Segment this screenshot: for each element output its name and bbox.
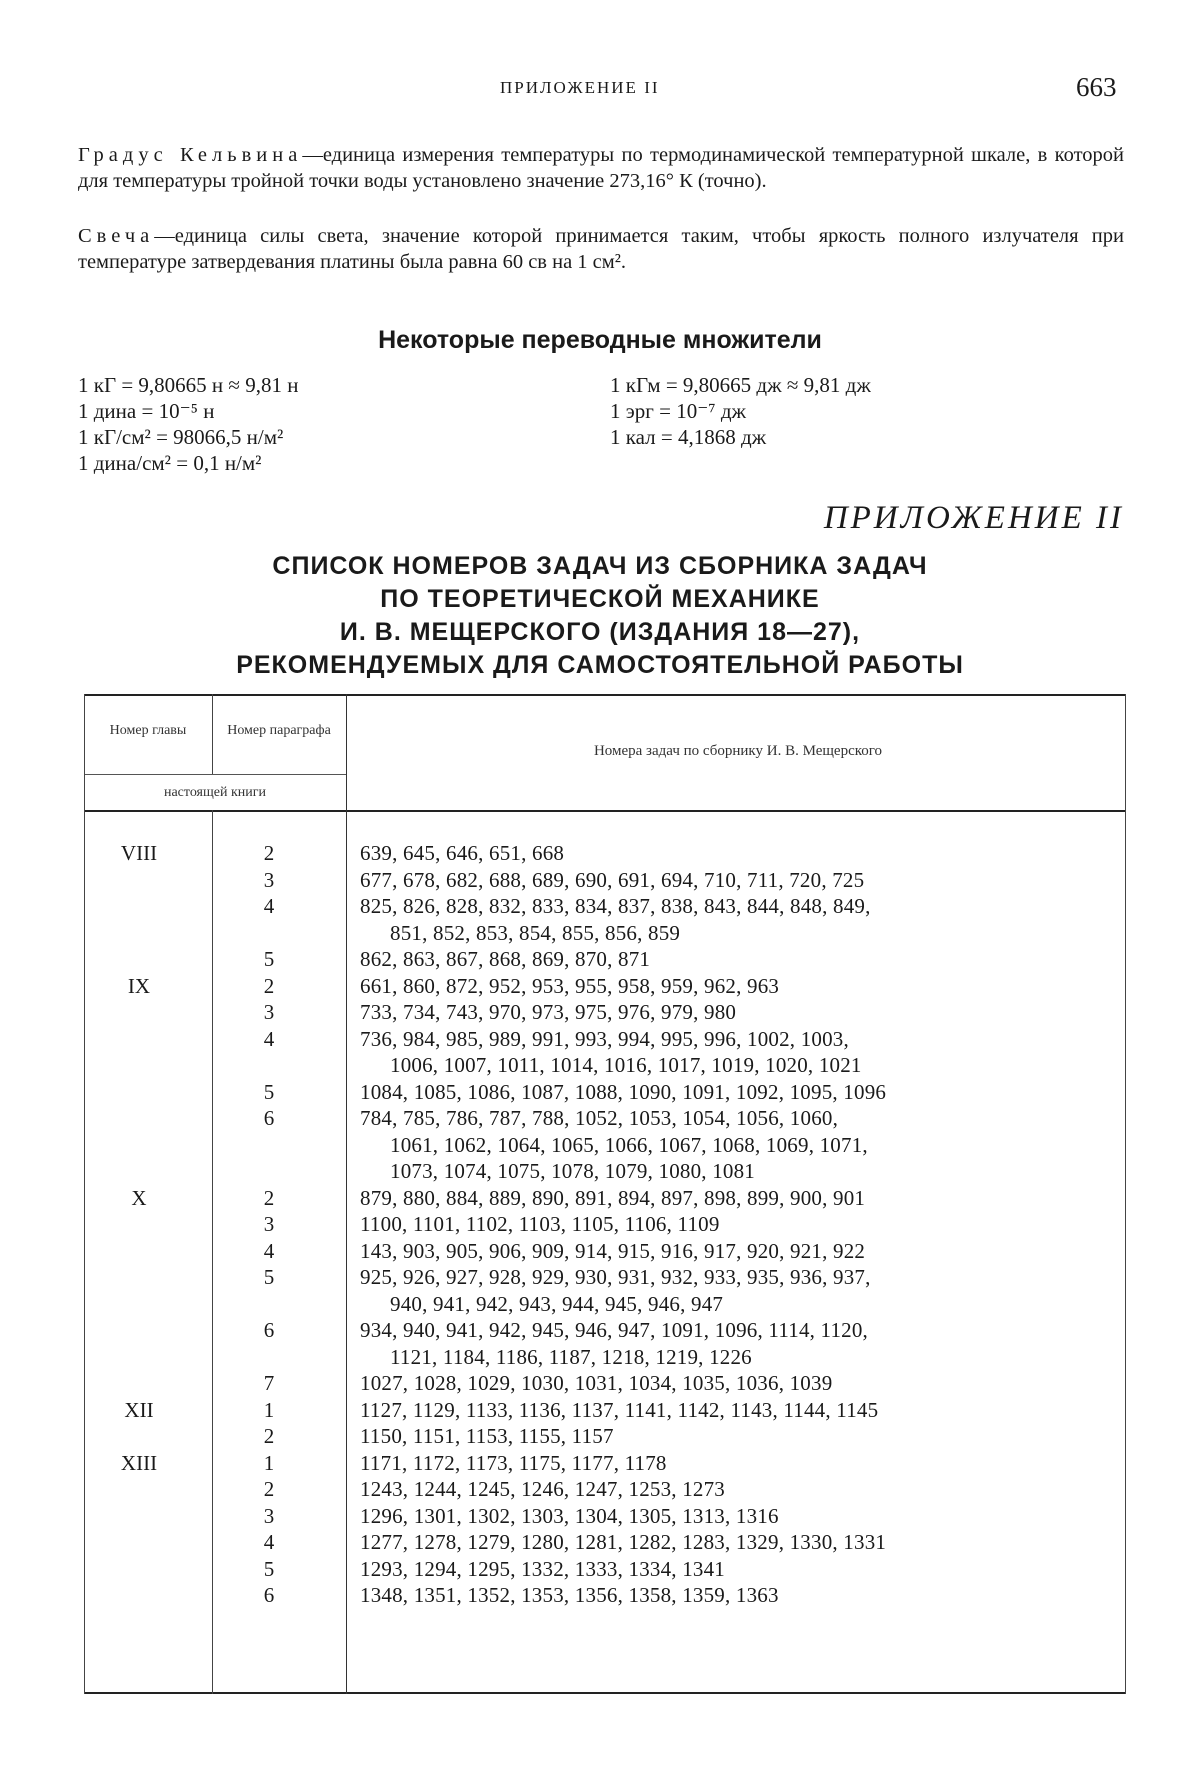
table-row	[84, 1529, 1126, 1555]
table-row	[84, 1132, 1126, 1158]
table-row	[84, 1370, 1126, 1396]
table-header-rule	[84, 810, 1126, 812]
cell-problems: 1348, 1351, 1352, 1353, 1356, 1358, 1359, 1363	[360, 1583, 779, 1607]
appendix-title-line-4: РЕКОМЕНДУЕМЫХ ДЛЯ САМОСТОЯТЕЛЬНОЙ РАБОТЫ	[236, 651, 964, 679]
table-row	[84, 1211, 1126, 1237]
cell-problems: 1296, 1301, 1302, 1303, 1304, 1305, 1313, 1316	[360, 1503, 779, 1528]
table-row	[84, 1185, 1126, 1211]
table-row	[84, 1423, 1126, 1449]
cell-problems: 940, 941, 942, 943, 944, 945, 946, 947	[390, 1291, 724, 1316]
table-row	[84, 1476, 1126, 1502]
cell-problems: 825, 826, 828, 832, 833, 834, 837, 838, 843, 844, 848, 849,	[360, 894, 871, 918]
cell-paragraph: 5	[263, 1556, 275, 1581]
cell-problems: 733, 734, 743, 970, 973, 975, 976, 979, 980	[360, 1000, 737, 1024]
appendix-title-line-2: ПО ТЕОРЕТИЧЕСКОЙ МЕХАНИКЕ	[380, 585, 820, 613]
cell-paragraph: 4	[263, 1530, 275, 1554]
term-kelvin: Градус Кельвина	[78, 144, 303, 166]
cell-paragraph: 5	[263, 1079, 275, 1104]
cell-chapter: IX	[127, 973, 151, 998]
table-row	[84, 999, 1126, 1025]
table-top-rule	[84, 694, 1126, 696]
cell-problems: 925, 926, 927, 928, 929, 930, 931, 932, 933, 935, 936, 937,	[360, 1265, 871, 1289]
cell-paragraph: 2	[263, 973, 275, 998]
table-row	[84, 1264, 1126, 1290]
table-row	[84, 1238, 1126, 1264]
factor-left-3: 1 кГ/см² = 98066,5 н/м²	[78, 425, 284, 449]
table-row	[84, 1079, 1126, 1105]
factor-right-3: 1 кал = 4,1868 дж	[610, 425, 767, 449]
factor-left-4: 1 дина/см² = 0,1 н/м²	[78, 451, 262, 475]
definition-kelvin: —единица измерения температуры по термодинамической температурной шкале, в которой для температуры тройной точки воды установлено значение 273,16° К (точно).	[78, 144, 1124, 192]
cell-chapter: VIII	[120, 841, 158, 865]
cell-problems: 934, 940, 941, 942, 945, 946, 947, 1091, 1096, 1114, 1120,	[360, 1318, 869, 1342]
header-subheader: настоящей книги	[163, 785, 267, 800]
cell-paragraph: 6	[263, 1583, 275, 1607]
cell-problems: 1277, 1278, 1279, 1280, 1281, 1282, 1283, 1329, 1330, 1331	[360, 1530, 887, 1554]
cell-problems: 1121, 1184, 1186, 1187, 1218, 1219, 1226	[390, 1344, 752, 1369]
table-row	[84, 893, 1126, 919]
cell-paragraph: 1	[263, 1450, 275, 1475]
table-row	[84, 1026, 1126, 1052]
table-row	[84, 1291, 1126, 1317]
cell-paragraph: 4	[263, 1238, 275, 1263]
term-candle: Свеча	[78, 225, 155, 247]
header-chapter: Номер главы	[109, 723, 187, 738]
table-row	[84, 840, 1126, 866]
factor-right-2: 1 эрг = 10⁻⁷ дж	[610, 399, 747, 423]
table-row	[84, 1450, 1126, 1476]
cell-paragraph: 5	[263, 947, 275, 971]
cell-paragraph: 6	[263, 1106, 275, 1130]
problems-table	[84, 694, 1126, 1694]
table-row	[84, 1556, 1126, 1582]
cell-paragraph: 6	[263, 1318, 275, 1342]
header-problems: Номера задач по сборнику И. В. Мещерского	[593, 743, 883, 759]
cell-paragraph: 2	[263, 1424, 275, 1448]
cell-paragraph: 2	[263, 1477, 275, 1501]
cell-paragraph: 7	[263, 1371, 275, 1395]
table-row	[84, 1158, 1126, 1184]
table-row	[84, 1317, 1126, 1343]
table-bottom-rule	[84, 1692, 1126, 1694]
cell-problems: 1084, 1085, 1086, 1087, 1088, 1090, 1091, 1092, 1095, 1096	[360, 1079, 887, 1104]
cell-paragraph: 3	[263, 1212, 275, 1236]
cell-problems: 1171, 1172, 1173, 1175, 1177, 1178	[360, 1450, 667, 1475]
table-subheader-rule	[84, 774, 346, 775]
cell-problems: 784, 785, 786, 787, 788, 1052, 1053, 1054, 1056, 1060,	[360, 1106, 839, 1130]
factor-left-2: 1 дина = 10⁻⁵ н	[78, 399, 215, 423]
definition-candle: —единица силы света, значение которой принимается таким, чтобы яркость полного излучателя при температуре затвердевания платины была равна 60 св на 1 см².	[78, 225, 1124, 273]
header-paragraph: Номер параграфа	[227, 723, 331, 738]
cell-paragraph: 3	[263, 867, 275, 892]
factors-heading: Некоторые переводные множители	[378, 326, 822, 354]
cell-chapter: X	[131, 1185, 147, 1210]
cell-chapter: XIII	[120, 1450, 158, 1475]
cell-problems: 736, 984, 985, 989, 991, 993, 994, 995, 996, 1002, 1003,	[360, 1026, 849, 1051]
cell-paragraph: 4	[263, 1026, 275, 1051]
cell-problems: 851, 852, 853, 854, 855, 856, 859	[390, 920, 681, 945]
cell-problems: 1243, 1244, 1245, 1246, 1247, 1253, 1273	[360, 1477, 725, 1501]
table-col1-rule	[212, 694, 213, 774]
cell-problems: 1027, 1028, 1029, 1030, 1031, 1034, 1035, 1036, 1039	[360, 1371, 833, 1395]
paragraph-kelvin	[78, 142, 1124, 194]
cell-problems: 862, 863, 867, 868, 869, 870, 871	[360, 947, 651, 971]
cell-chapter: XII	[124, 1397, 154, 1422]
table-row	[84, 1397, 1126, 1423]
cell-paragraph: 3	[263, 1000, 275, 1024]
appendix-title-line-3: И. В. МЕЩЕРСКОГО (ИЗДАНИЯ 18—27),	[339, 618, 861, 646]
cell-problems: 1100, 1101, 1102, 1103, 1105, 1106, 1109	[360, 1212, 720, 1236]
paragraph-candle	[78, 223, 1124, 275]
cell-paragraph: 1	[263, 1397, 275, 1422]
appendix-label: ПРИЛОЖЕНИЕ II	[823, 500, 1124, 536]
cell-problems: 1061, 1062, 1064, 1065, 1066, 1067, 1068, 1069, 1071,	[390, 1132, 868, 1157]
cell-problems: 143, 903, 905, 906, 909, 914, 915, 916, 917, 920, 921, 922	[360, 1238, 866, 1263]
table-row	[84, 973, 1126, 999]
table-row	[84, 1582, 1126, 1608]
table-row	[84, 1052, 1126, 1078]
cell-problems: 661, 860, 872, 952, 953, 955, 958, 959, 962, 963	[360, 973, 780, 998]
cell-problems: 1127, 1129, 1133, 1136, 1137, 1141, 1142, 1143, 1144, 1145	[360, 1397, 879, 1422]
table-row	[84, 1503, 1126, 1529]
cell-paragraph: 5	[263, 1265, 275, 1289]
factor-right-1: 1 кГм = 9,80665 дж ≈ 9,81 дж	[610, 373, 871, 397]
cell-problems: 677, 678, 682, 688, 689, 690, 691, 694, 710, 711, 720, 725	[360, 867, 865, 892]
factor-left-1: 1 кГ = 9,80665 н ≈ 9,81 н	[78, 373, 299, 397]
cell-paragraph: 2	[263, 1185, 275, 1210]
cell-paragraph: 3	[263, 1503, 275, 1528]
cell-paragraph: 2	[263, 841, 275, 865]
table-row	[84, 1105, 1126, 1131]
table-row	[84, 920, 1126, 946]
table-row	[84, 946, 1126, 972]
cell-problems: 1006, 1007, 1011, 1014, 1016, 1017, 1019, 1020, 1021	[390, 1053, 862, 1077]
cell-problems: 879, 880, 884, 889, 890, 891, 894, 897, 898, 899, 900, 901	[360, 1185, 866, 1210]
cell-problems: 1293, 1294, 1295, 1332, 1333, 1334, 1341	[360, 1556, 725, 1581]
table-row	[84, 867, 1126, 893]
page-number: 663	[1076, 72, 1117, 102]
cell-problems: 1150, 1151, 1153, 1155, 1157	[360, 1424, 614, 1448]
cell-problems: 1073, 1074, 1075, 1078, 1079, 1080, 1081	[390, 1159, 755, 1183]
appendix-title-line-1: СПИСОК НОМЕРОВ ЗАДАЧ ИЗ СБОРНИКА ЗАДАЧ	[272, 552, 928, 580]
running-title: ПРИЛОЖЕНИЕ II	[500, 78, 660, 97]
table-row	[84, 1344, 1126, 1370]
cell-paragraph: 4	[263, 894, 275, 918]
cell-problems: 639, 645, 646, 651, 668	[360, 841, 565, 865]
